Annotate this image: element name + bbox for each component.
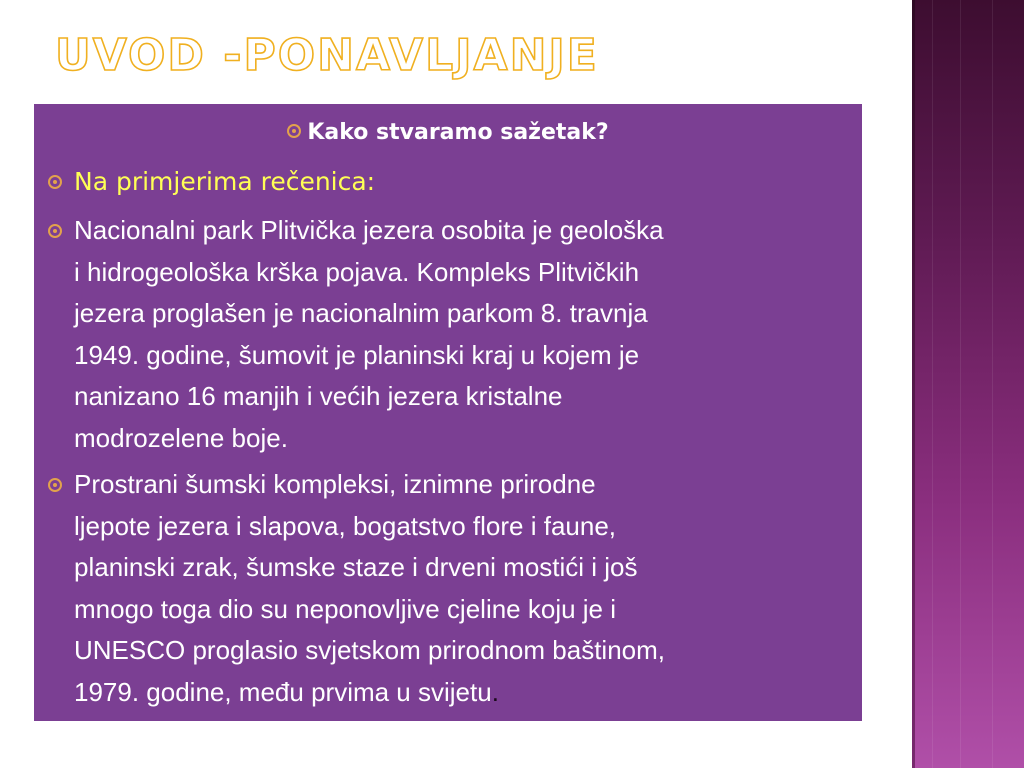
decorative-side-band xyxy=(912,0,1024,768)
question-line xyxy=(34,118,862,148)
trailing-period: . xyxy=(491,676,499,707)
question-text: Kako stvaramo sažetak? xyxy=(307,120,609,145)
circle-bullet-icon xyxy=(287,124,301,138)
circle-bullet-icon xyxy=(48,224,62,238)
side-band-stripe xyxy=(960,0,961,768)
circle-bullet-icon xyxy=(48,175,62,189)
side-band-stripe xyxy=(932,0,933,768)
bullet-text: Na primjerima rečenica: xyxy=(74,167,376,196)
slide-title: UVOD -PONAVLJANJE xyxy=(55,30,599,81)
content-box xyxy=(34,104,862,721)
bullet-text: Prostrani šumski kompleksi, iznimne prirodne ljepote jezera i slapova, bogatstvo flore i faune, planinski zrak, šumske staze i drveni mostići i još mnogo toga dio su neponovljive cjeline koju je i UNESCO proglasio svjetskom prirodnom baštinom, 1979. godine, među prvima u svijetu xyxy=(74,469,665,707)
bullet-text: Nacionalni park Plitvička jezera osobita je geološka i hidrogeološka krška pojava. Kompleks Plitvičkih jezera proglašen je nacionalnim parkom 8. travnja 1949. godine, šumovit je planinski kraj u kojem je nanizano 16 manjih i većih jezera kristalne modrozelene boje. xyxy=(74,215,664,453)
bullet-text-wrapper xyxy=(74,464,864,713)
side-band-edge xyxy=(912,0,915,768)
side-band-stripe xyxy=(992,0,993,768)
circle-bullet-icon xyxy=(48,478,62,492)
